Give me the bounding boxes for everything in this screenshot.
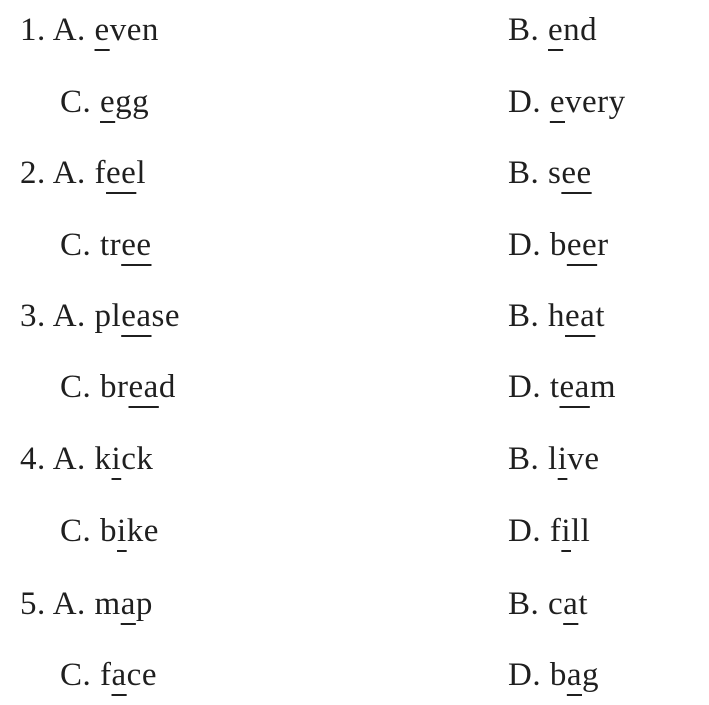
q5-option-d: [508, 659, 599, 692]
option-letter: D.: [508, 84, 542, 120]
q3-option-b: [508, 300, 605, 333]
word-end: ce: [126, 657, 157, 693]
underlined-letters: a: [566, 657, 582, 693]
option-letter: A.: [52, 12, 86, 48]
option-letter: B.: [508, 155, 540, 191]
option-letter: A.: [52, 586, 86, 622]
word-end: t: [578, 586, 588, 622]
word-start: br: [100, 369, 129, 405]
underlined-letters: a: [563, 586, 579, 622]
underlined-letters: ee: [566, 227, 598, 263]
word-end: p: [135, 586, 153, 622]
word-start: f: [549, 513, 562, 549]
option-letter: C.: [60, 84, 92, 120]
underlined-letters: ee: [561, 155, 592, 191]
word-start: m: [94, 586, 121, 622]
word-end: very: [565, 84, 626, 120]
q1-option-a: [20, 14, 159, 47]
word-end: t: [595, 298, 605, 334]
word-start: pl: [94, 298, 122, 334]
word-start: k: [94, 441, 112, 477]
q5-number: 5.: [20, 586, 46, 622]
underlined-letters: e: [100, 84, 116, 120]
q1-option-d: [508, 86, 626, 119]
underlined-letters: e: [94, 12, 110, 48]
underlined-letters: ee: [121, 227, 152, 263]
underlined-letters: i: [111, 441, 122, 477]
word-end: nd: [563, 12, 598, 48]
q5-option-c: [60, 659, 157, 692]
q5-option-a: [20, 588, 153, 621]
option-letter: C.: [60, 227, 92, 263]
word-start: f: [94, 155, 107, 191]
word-start: h: [548, 298, 566, 334]
word-end: ven: [109, 12, 159, 48]
option-letter: B.: [508, 12, 540, 48]
q1-number: 1.: [20, 12, 46, 48]
q3-option-a: [20, 300, 180, 333]
underlined-letters: ea: [565, 298, 596, 334]
word-start: tr: [100, 227, 122, 263]
q2-option-c: [60, 229, 151, 262]
q3-option-d: [508, 371, 616, 404]
q1-option-c: [60, 86, 149, 119]
q2-option-a: [20, 157, 146, 190]
underlined-letters: i: [117, 513, 127, 549]
word-end: ll: [571, 513, 591, 549]
option-letter: A.: [52, 298, 86, 334]
word-start: b: [100, 513, 118, 549]
option-letter: A.: [52, 155, 86, 191]
q4-number: 4.: [20, 441, 46, 477]
q4-option-b: [508, 443, 600, 476]
underlined-letters: ea: [128, 369, 159, 405]
word-end: se: [151, 298, 180, 334]
underlined-letters: a: [111, 657, 127, 693]
q2-option-d: [508, 229, 609, 262]
option-letter: C.: [60, 369, 92, 405]
word-end: d: [158, 369, 176, 405]
q4-option-a: [20, 443, 153, 476]
underlined-letters: e: [549, 84, 565, 120]
word-start: c: [548, 586, 564, 622]
word-start: b: [549, 657, 567, 693]
word-end: ve: [567, 441, 600, 477]
option-letter: D.: [508, 657, 542, 693]
underlined-letters: e: [548, 12, 564, 48]
word-start: l: [548, 441, 558, 477]
underlined-letters: ee: [106, 155, 137, 191]
option-letter: B.: [508, 298, 540, 334]
q2-number: 2.: [20, 155, 46, 191]
option-letter: C.: [60, 513, 92, 549]
q5-option-b: [508, 588, 588, 621]
word-end: g: [582, 657, 599, 693]
option-letter: D.: [508, 369, 542, 405]
word-start: t: [549, 369, 560, 405]
word-end: gg: [115, 84, 150, 120]
q3-option-c: [60, 371, 176, 404]
q4-option-c: [60, 515, 159, 548]
option-letter: D.: [508, 227, 542, 263]
word-start: b: [549, 227, 567, 263]
underlined-letters: ea: [559, 369, 590, 405]
underlined-letters: i: [561, 513, 572, 549]
word-start: f: [100, 657, 112, 693]
word-end: m: [589, 369, 616, 405]
word-end: ke: [126, 513, 159, 549]
q3-number: 3.: [20, 298, 46, 334]
q4-option-d: [508, 515, 590, 548]
word-start: s: [548, 155, 562, 191]
q2-option-b: [508, 157, 592, 190]
underlined-letters: ea: [121, 298, 152, 334]
underlined-letters: a: [120, 586, 136, 622]
option-letter: B.: [508, 441, 540, 477]
option-letter: D.: [508, 513, 542, 549]
option-letter: B.: [508, 586, 540, 622]
option-letter: A.: [52, 441, 86, 477]
word-end: l: [136, 155, 146, 191]
q1-option-b: [508, 14, 597, 47]
option-letter: C.: [60, 657, 92, 693]
underlined-letters: i: [557, 441, 568, 477]
word-end: r: [597, 227, 609, 263]
word-end: ck: [121, 441, 154, 477]
